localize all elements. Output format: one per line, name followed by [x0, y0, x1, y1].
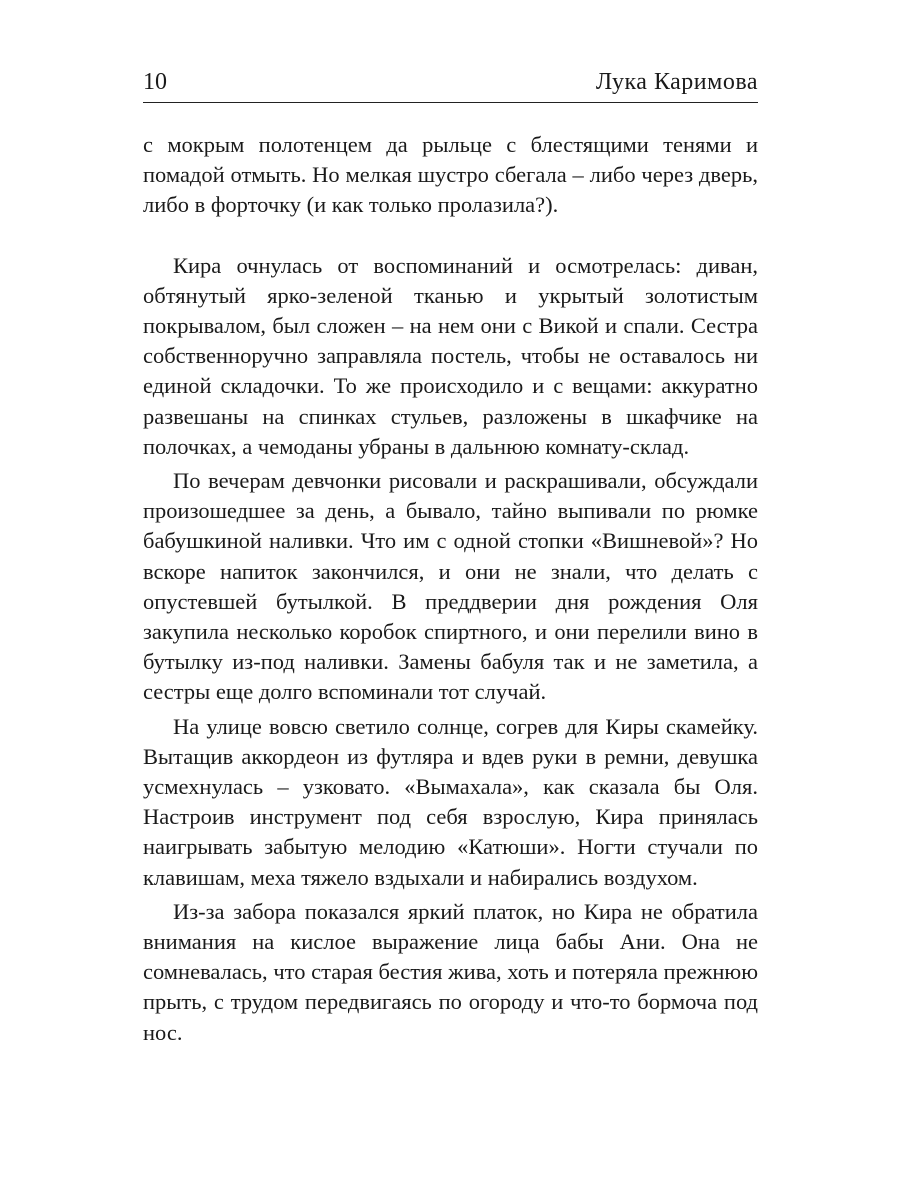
page-number: 10: [143, 69, 167, 95]
paragraph: Из-за забора показался яркий платок, но Кира не обратила внимания на кислое выражение лица бабы Ани. Она не сомневалась, что старая бестия жива, хоть и потеряла прежнюю прыть, с трудом передвигаясь по огороду и что-то бормоча под нос.: [143, 898, 758, 1045]
paragraph: Кира очнулась от воспоминаний и осмотрелась: диван, обтянутый ярко-зеленой тканью и укрытый золотистым покрывалом, был сложен – на нем они с Викой и спали. Сестра собственноручно заправляла постель, чтобы не оставалось ни единой складочки. То же происходило и с вещами: аккуратно развешаны на спинках стульев, разложены в шкафчике на полочках, а чемоданы убраны в дальнюю комнату-склад.: [143, 252, 758, 459]
paragraph: с мокрым полотенцем да рыльце с блестящими тенями и помадой отмыть. Но мелкая шустро сбегала – либо через дверь, либо в форточку (и как только пролазила?).: [143, 132, 758, 218]
running-head: [143, 66, 758, 103]
body-text: [143, 130, 758, 1048]
paragraph: На улице вовсю светило солнце, согрев для Киры скамейку. Вытащив аккордеон из футляра и вдев руки в ремни, девушка усмехнулась – узковато. «Вымахала», как сказала бы Оля. Настроив инструмент под себя взрослую, Кира принялась наигрывать забытую мелодию «Катюши». Ногти стучали по клавишам, меха тяжело вздыхали и набирались воздухом.: [143, 713, 758, 890]
paragraph: По вечерам девчонки рисовали и раскрашивали, обсуждали произошедшее за день, а бывало, тайно выпивали по рюмке бабушкиной наливки. Что им с одной стопки «Вишневой»? Но вскоре напиток закончился, и они не знали, что делать с опустевшей бутылкой. В преддверии дня рождения Оля закупила несколько коробок спиртного, и они перелили вино в бутылку из-под наливки. Замены бабуля так и не заметила, а сестры еще долго вспоминали тот случай.: [143, 468, 758, 705]
author-name: Лука Каримова: [595, 69, 758, 95]
